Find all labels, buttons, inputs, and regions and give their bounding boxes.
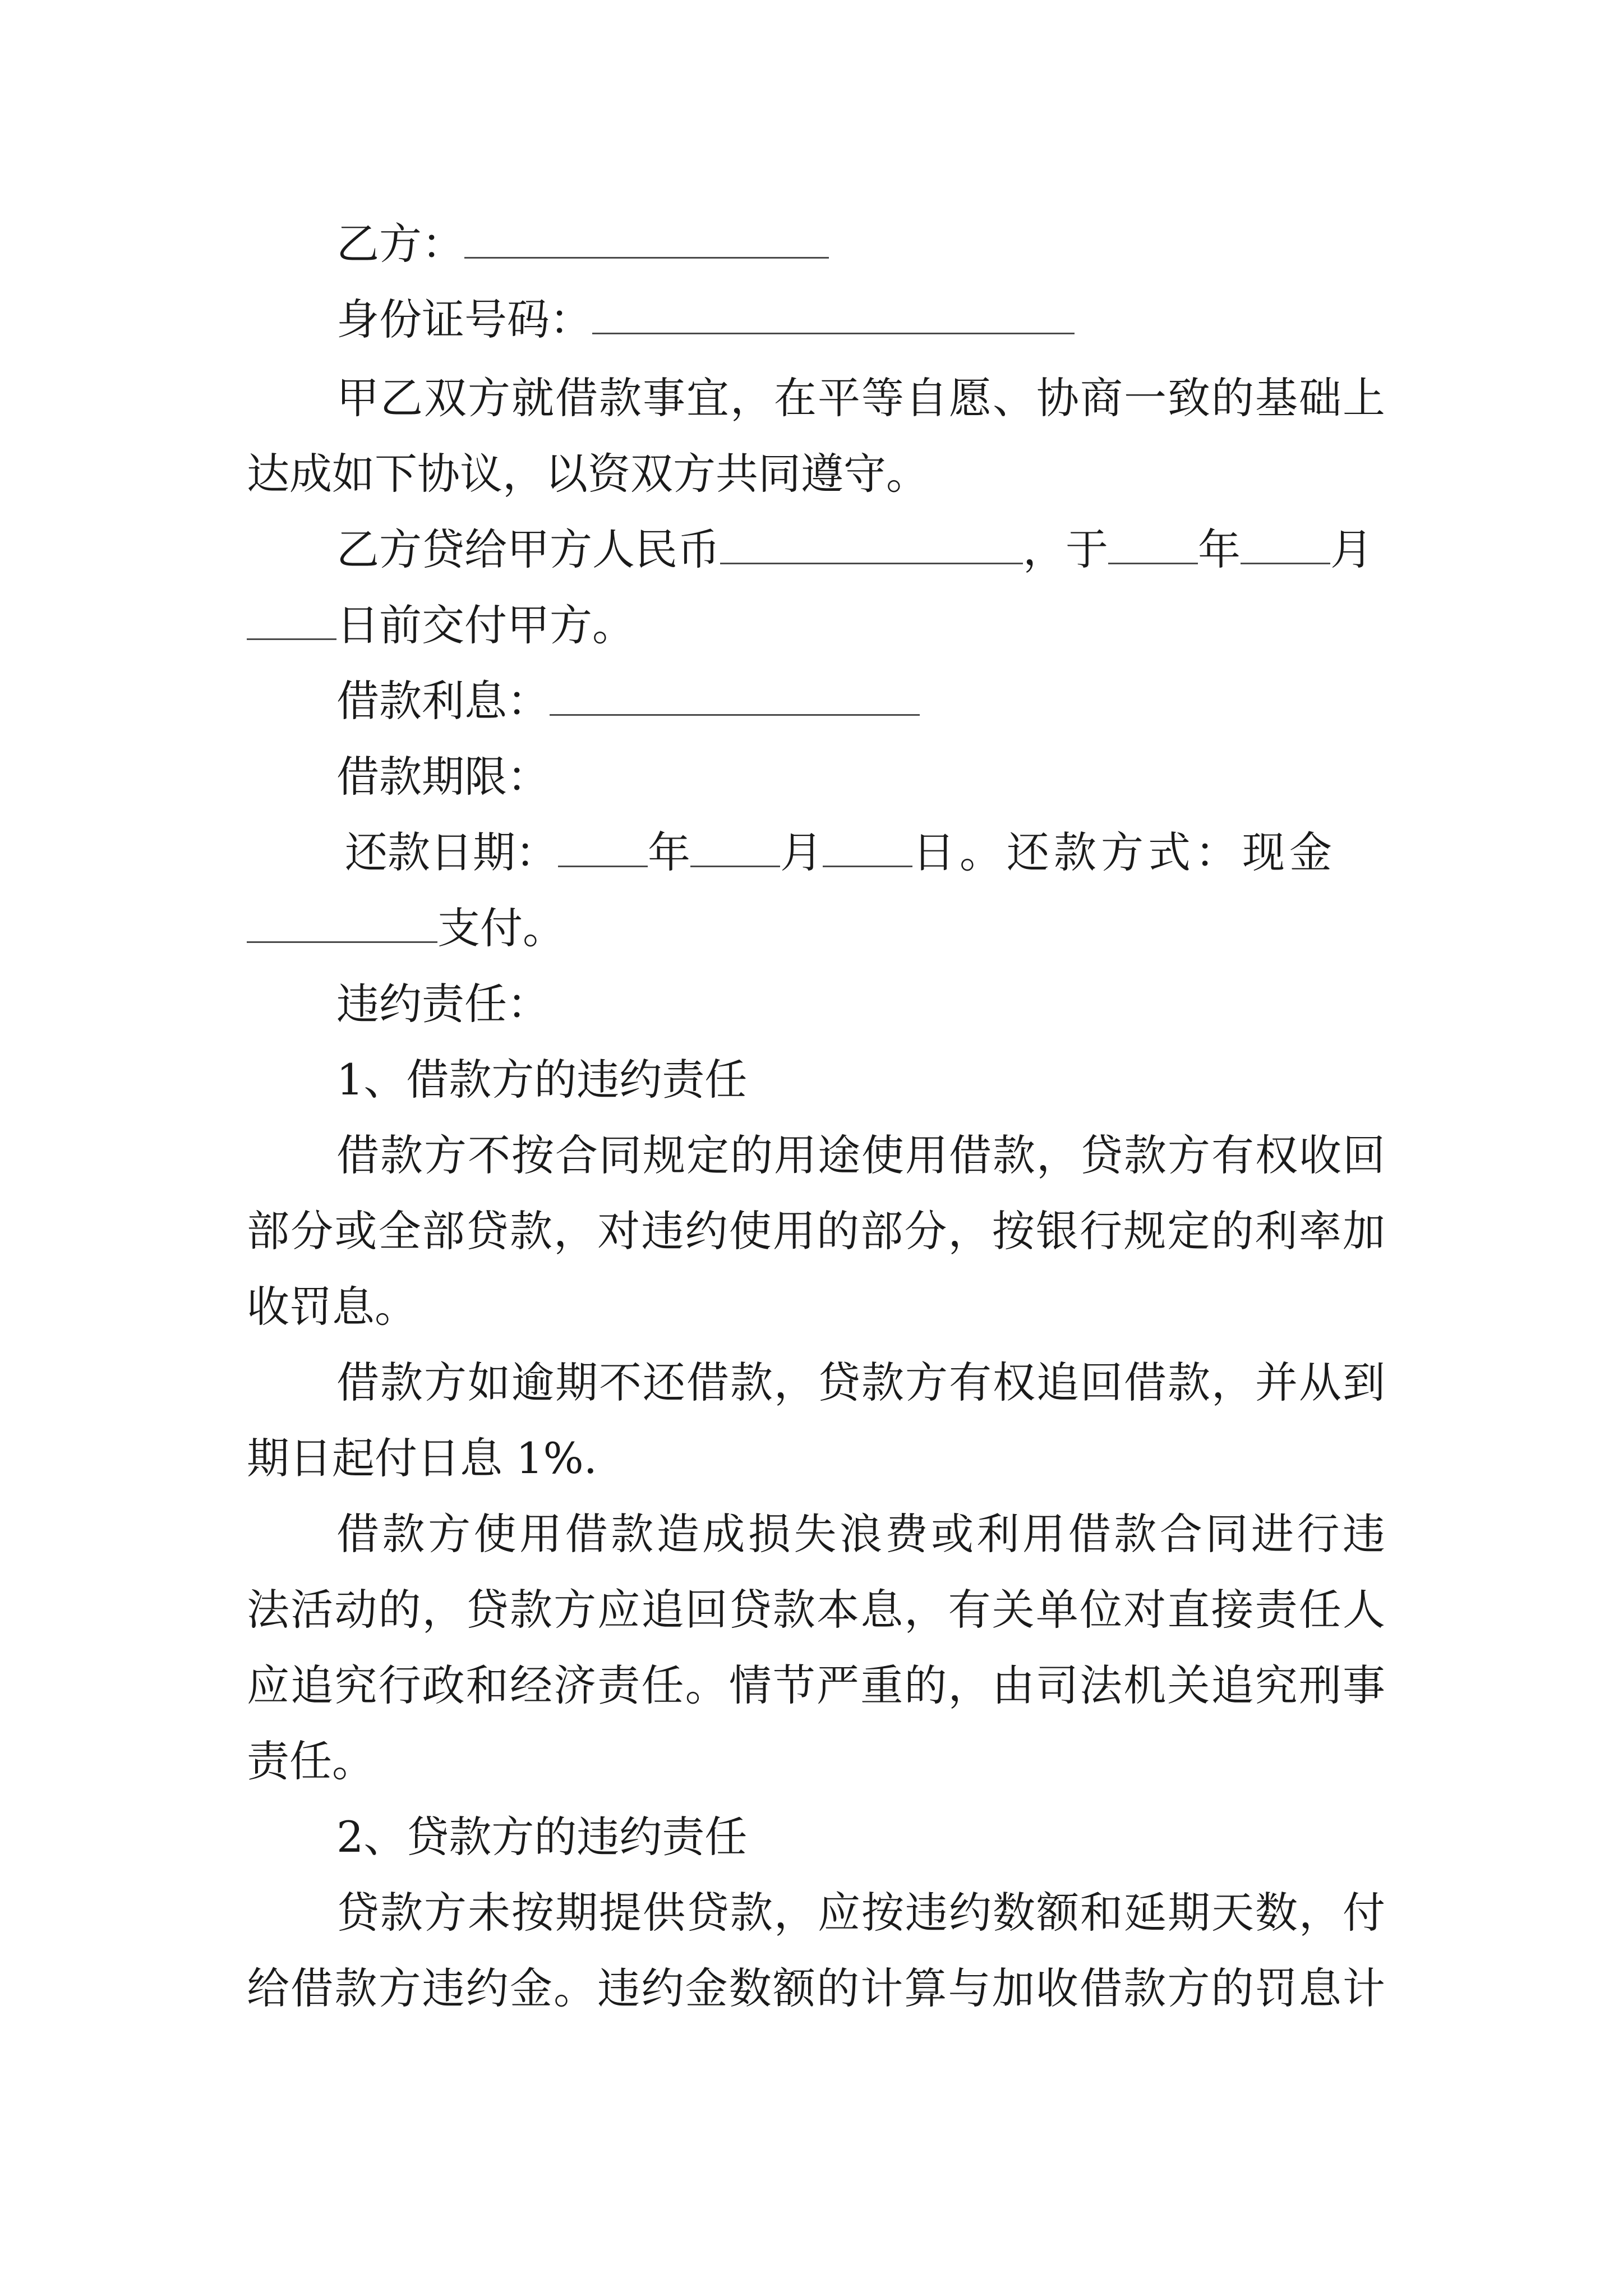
repay-year-blank[interactable] bbox=[558, 826, 648, 867]
s1-p2-line-1: 借款方如逾期不还借款，贷款方有权追回借款，并从到 bbox=[336, 1358, 1385, 1407]
id-number-blank[interactable] bbox=[592, 293, 1075, 334]
loan-year-label: 年 bbox=[1198, 524, 1241, 574]
s2-p1-line-2: 给借款方违约金。违约金数额的计算与加收借款方的罚息计 bbox=[247, 1963, 1385, 2013]
loan-day-line bbox=[247, 597, 1385, 654]
party-b-line bbox=[336, 216, 1385, 272]
loan-day-blank[interactable] bbox=[247, 599, 336, 640]
intro-line-1: 甲乙双方就借款事宜，在平等自愿、协商一致的基础上 bbox=[336, 373, 1385, 423]
repay-date-line bbox=[345, 825, 1385, 881]
loan-amount-label: 乙方贷给甲方人民币 bbox=[336, 524, 720, 574]
id-number-line bbox=[336, 292, 1385, 348]
repay-day-blank[interactable] bbox=[823, 826, 912, 867]
term-line: 借款期限： bbox=[336, 752, 550, 802]
section-1-title: 1、借款方的违约责任 bbox=[336, 1055, 748, 1105]
s1-p1-line-1: 借款方不按合同规定的用途使用借款，贷款方有权收回 bbox=[336, 1130, 1385, 1180]
repay-month-label: 月 bbox=[780, 827, 823, 877]
loan-year-blank[interactable] bbox=[1108, 523, 1198, 564]
interest-label: 借款利息： bbox=[336, 676, 550, 726]
interest-blank[interactable] bbox=[550, 675, 920, 716]
s1-p1-line-2: 部分或全部贷款，对违约使用的部分，按银行规定的利率加 bbox=[247, 1206, 1385, 1256]
repay-method-label: 日。还款方式：现金 bbox=[912, 827, 1336, 877]
breach-heading: 违约责任： bbox=[336, 979, 550, 1029]
loan-month-blank[interactable] bbox=[1241, 523, 1330, 564]
loan-day-label: 日前交付甲方。 bbox=[336, 600, 635, 650]
party-b-label: 乙方： bbox=[336, 219, 464, 269]
s1-p3-line-4: 责任。 bbox=[247, 1736, 375, 1786]
s1-p3-line-3: 应追究行政和经济责任。情节严重的，由司法机关追究刑事 bbox=[247, 1660, 1385, 1710]
s1-p3-line-2: 法活动的，贷款方应追回贷款本息，有关单位对直接责任人 bbox=[247, 1585, 1385, 1635]
repay-date-label: 还款日期： bbox=[345, 827, 558, 877]
party-b-blank[interactable] bbox=[464, 218, 829, 259]
loan-on-label: ，于 bbox=[1023, 524, 1108, 574]
loan-amount-line bbox=[336, 522, 1385, 578]
intro-line-2: 达成如下协议，以资双方共同遵守。 bbox=[247, 449, 929, 499]
repay-method-blank[interactable] bbox=[247, 902, 437, 943]
s1-p1-line-3: 收罚息。 bbox=[247, 1282, 417, 1332]
s1-p3-line-1: 借款方使用借款造成损失浪费或利用借款合同进行违 bbox=[336, 1509, 1385, 1559]
loan-month-label: 月 bbox=[1330, 524, 1373, 574]
s1-p2-line-2: 期日起付日息 1%. bbox=[247, 1433, 597, 1483]
section-2-title: 2、贷款方的违约责任 bbox=[336, 1812, 748, 1862]
id-number-label: 身份证号码： bbox=[336, 295, 592, 344]
repay-year-label: 年 bbox=[648, 827, 690, 877]
repay-month-blank[interactable] bbox=[690, 826, 780, 867]
loan-amount-blank[interactable] bbox=[720, 523, 1023, 564]
repay-pay-line bbox=[247, 900, 1385, 956]
interest-line bbox=[336, 673, 1385, 729]
repay-pay-label: 支付。 bbox=[437, 903, 565, 953]
s2-p1-line-1: 贷款方未按期提供贷款，应按违约数额和延期天数，付 bbox=[336, 1888, 1385, 1938]
